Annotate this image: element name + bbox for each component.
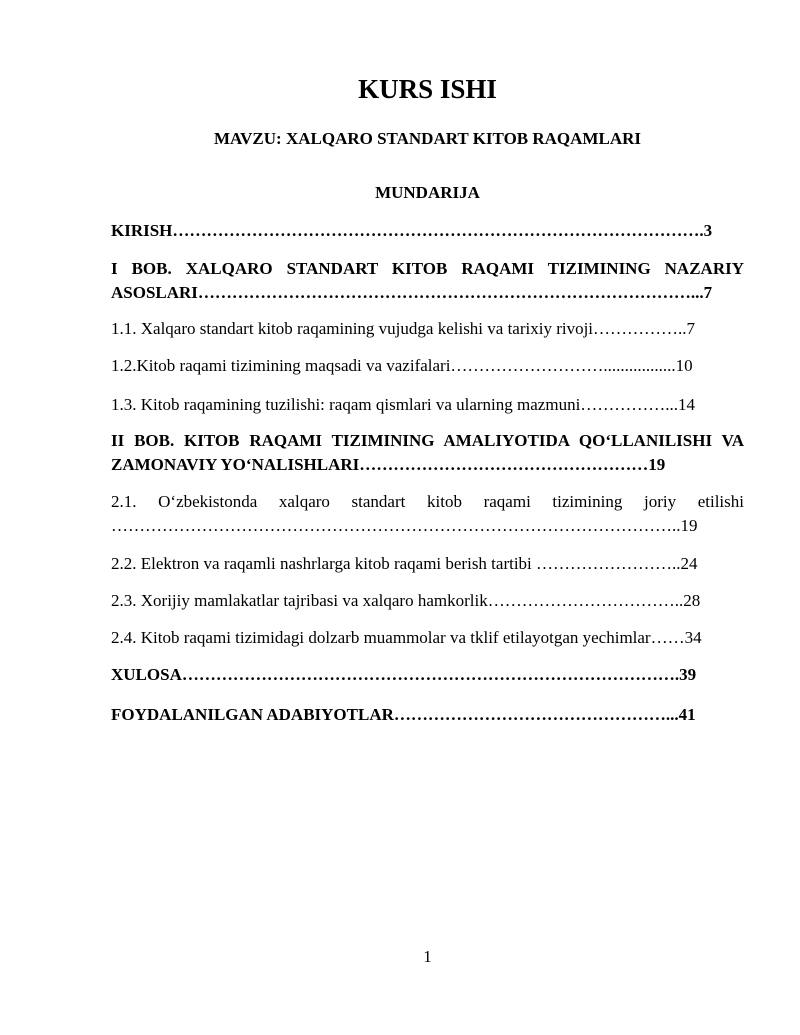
page-number: 1 — [423, 947, 432, 966]
toc-entry-chapter-1: I BOB. XALQARO STANDART KITOB RAQAMI TIZIMINING NAZARIY ASOSLARI……………………………………………………………………………...7 — [111, 259, 744, 302]
toc-entry-intro: KIRISH………………………………………………………………………………….3 — [111, 221, 713, 240]
toc-entry-1-2: 1.2.Kitob raqami tizimining maqsadi va vazifalari……………………….................10 — [111, 356, 693, 375]
toc-entry-1-3: 1.3. Kitob raqamining tuzilishi: raqam qismlari va ularning mazmuni……………...14 — [111, 395, 696, 414]
toc-entry-2-1: 2.1. O‘zbekistonda xalqaro standart kitob raqami tizimining joriy etilishi ………………………………………………………………………………………..19 — [111, 492, 744, 535]
toc-entry-1-1: 1.1. Xalqaro standart kitob raqamining vujudga kelishi va tarixiy rivoji……………..7 — [111, 319, 696, 338]
document-title: KURS ISHI — [358, 74, 497, 104]
toc-entry-2-3: 2.3. Xorijiy mamlakatlar tajribasi va xalqaro hamkorlik……………………………..28 — [111, 591, 701, 610]
toc-heading: MUNDARIJA — [375, 183, 480, 202]
document-subtitle: MAVZU: XALQARO STANDART KITOB RAQAMLARI — [214, 129, 641, 148]
toc-entry-chapter-2: II BOB. KITOB RAQAMI TIZIMINING AMALIYOTIDA QO‘LLANILISHI VA ZAMONAVIY YO‘NALISHLARI……………………………………………19 — [111, 431, 744, 474]
toc-entry-references: FOYDALANILGAN ADABIYOTLAR…………………………………………...41 — [111, 705, 696, 724]
toc-entry-2-2: 2.2. Elektron va raqamli nashrlarga kitob raqami berish tartibi ……………………..24 — [111, 554, 698, 573]
toc-entry-2-4: 2.4. Kitob raqami tizimidagi dolzarb muammolar va tklif etilayotgan yechimlar……34 — [111, 628, 702, 647]
toc-entry-conclusion: XULOSA…………………………………………………………………………….39 — [111, 665, 697, 684]
